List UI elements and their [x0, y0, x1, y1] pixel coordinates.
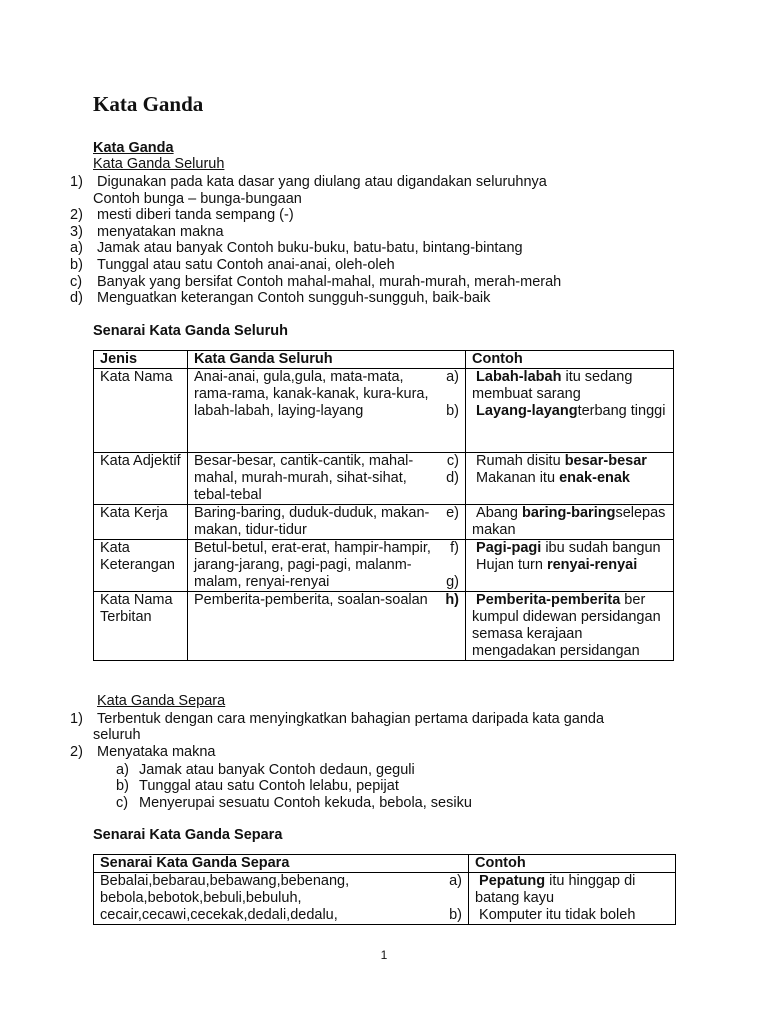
list-marker: a): [116, 762, 129, 778]
kata-cell: [188, 540, 466, 592]
contoh-cell: [466, 369, 674, 453]
list-item: Digunakan pada kata dasar yang diulang atau digandakan seluruhnya: [97, 174, 547, 190]
column-header: Contoh: [466, 351, 674, 369]
example-marker: e): [446, 505, 459, 521]
example-markers: [439, 369, 459, 420]
list-marker: 1): [70, 174, 83, 190]
kata-text: [100, 873, 442, 924]
example-bold: Pemberita-pemberita: [476, 592, 621, 608]
section-subheading: Kata Ganda Seluruh: [93, 156, 225, 172]
example-sentence: [472, 470, 667, 487]
example-bold: Layang-layang: [476, 403, 578, 419]
list-item: Jamak atau banyak Contoh dedaun, geguli: [139, 762, 415, 778]
list-item: Jamak atau banyak Contoh buku-buku, batu-batu, bintang-bintang: [97, 240, 523, 256]
section-heading: Kata Ganda: [93, 140, 174, 156]
page-number: 1: [380, 948, 388, 962]
example-marker: h): [445, 592, 459, 608]
list-marker: b): [116, 778, 129, 794]
example-bold: Pagi-pagi: [476, 540, 542, 556]
example-markers: [439, 453, 459, 504]
list-item: Contoh bunga – bunga-bungaan: [93, 191, 302, 207]
kata-line: Bebalai,bebarau,bebawang,bebenang,: [100, 873, 350, 889]
list-item: Banyak yang bersifat Contoh mahal-mahal, murah-murah, merah-merah: [97, 274, 562, 290]
contoh-cell: [469, 873, 676, 925]
list-item: seluruh: [93, 727, 141, 743]
list-item: Menguatkan keterangan Contoh sungguh-sungguh, baik-baik: [97, 290, 491, 306]
example-rest: ber kumpul didewan persidangan semasa kerajaan mengadakan persidangan: [472, 592, 661, 659]
list-marker: d): [70, 290, 83, 306]
jenis-cell: Kata Nama Terbitan: [94, 592, 188, 661]
example-sentence: [472, 403, 667, 420]
list-item: Menyerupai sesuatu Contoh kekuda, bebola, sesiku: [139, 795, 472, 811]
example-markers: [439, 505, 459, 539]
jenis-cell: Kata Nama: [94, 369, 188, 453]
example-rest: ibu sudah bangun: [541, 540, 661, 556]
kata-cell: [188, 592, 466, 661]
example-marker: [441, 557, 459, 574]
example-markers: [439, 592, 459, 609]
column-header: Jenis: [94, 351, 188, 369]
contoh-cell: [466, 540, 674, 592]
column-header: Senarai Kata Ganda Separa: [94, 855, 469, 873]
example-lead: Hujan turn: [476, 557, 547, 573]
kata-line: cecair,cecawi,cecekak,dedali,dedalu,: [100, 907, 338, 923]
kata-text: Baring-baring, duduk-duduk, makan-makan, tidur-tidur: [194, 505, 430, 538]
example-marker: a): [449, 873, 462, 889]
list-marker: 2): [70, 744, 83, 760]
example-rest: itu sedang membuat sarang: [472, 369, 633, 402]
contoh-cell: [466, 453, 674, 505]
list-marker: b): [70, 257, 83, 273]
kata-line: bebola,bebotok,bebuli,bebuluh,: [100, 890, 302, 906]
example-bold: enak-enak: [559, 470, 630, 486]
list-marker: c): [116, 795, 129, 811]
example-marker: f): [450, 540, 459, 556]
example-marker: [444, 890, 462, 907]
list-marker: c): [70, 274, 83, 290]
example-markers: [442, 873, 462, 924]
page-title: Kata Ganda: [93, 92, 204, 116]
example-marker: [441, 386, 459, 403]
list-marker: 3): [70, 224, 83, 240]
kata-text: Anai-anai, gula,gula, mata-mata, rama-rama, kanak-kanak, kura-kura, labah-labah, laying-layang: [194, 369, 429, 419]
example-sentence: [475, 907, 669, 924]
column-header: Kata Ganda Seluruh: [188, 351, 466, 369]
example-sentence: [472, 369, 667, 403]
list-item: Tunggal atau satu Contoh anai-anai, oleh-oleh: [97, 257, 395, 273]
kata-ganda-separa-table: [93, 854, 676, 925]
example-marker: d): [446, 470, 459, 486]
jenis-cell: Kata Adjektif: [94, 453, 188, 505]
jenis-cell: Kata Keterangan: [94, 540, 188, 592]
example-sentence: [472, 592, 667, 660]
list-marker: a): [70, 240, 83, 256]
example-bold: besar-besar: [564, 453, 647, 469]
example-bold: Pepatung: [479, 873, 546, 889]
example-marker: g): [446, 574, 459, 590]
column-header: Contoh: [469, 855, 676, 873]
table-caption: Senarai Kata Ganda Seluruh: [93, 323, 289, 339]
example-rest: itu hinggap di batang kayu: [475, 873, 636, 906]
example-marker: c): [446, 453, 459, 469]
example-sentence: [472, 453, 667, 470]
kata-text: Besar-besar, cantik-cantik, mahal-mahal, murah-murah, sihat-sihat, tebal-tebal: [194, 453, 414, 503]
list-marker: 2): [70, 207, 83, 223]
kata-cell: [188, 453, 466, 505]
example-sentence: [472, 505, 667, 539]
list-item: Terbentuk dengan cara menyingkatkan bahagian pertama daripada kata ganda: [97, 711, 605, 727]
contoh-cell: [466, 592, 674, 661]
list-marker: 1): [70, 711, 83, 727]
table-caption: Senarai Kata Ganda Separa: [93, 827, 283, 843]
section-subheading: Kata Ganda Separa: [97, 693, 226, 709]
table-header-row: [94, 351, 674, 369]
list-item: menyatakan makna: [97, 224, 224, 240]
example-sentence: [472, 540, 667, 557]
example-lead: Makanan itu: [476, 470, 560, 486]
list-item: Tunggal atau satu Contoh lelabu, pepijat: [139, 778, 399, 794]
example-rest: terbang tinggi: [577, 403, 666, 419]
table-row: [94, 453, 674, 505]
example-markers: [439, 540, 459, 591]
kata-ganda-seluruh-table: [93, 350, 674, 661]
kata-cell: [188, 369, 466, 453]
example-marker: b): [446, 403, 459, 419]
table-row: [94, 873, 676, 925]
example-marker: a): [446, 369, 459, 385]
kata-cell: [188, 505, 466, 540]
contoh-cell: [466, 505, 674, 540]
example-lead: Abang: [476, 505, 522, 521]
example-sentence: [472, 557, 667, 574]
example-bold: baring-baring: [522, 505, 616, 521]
list-item: mesti diberi tanda sempang (-): [97, 207, 294, 223]
table-row: [94, 592, 674, 661]
kata-text: Pemberita-pemberita, soalan-soalan: [194, 592, 428, 608]
table-row: [94, 505, 674, 540]
table-row: [94, 540, 674, 592]
table-header-row: [94, 855, 676, 873]
example-bold: Labah-labah: [476, 369, 562, 385]
example-sentence: [475, 873, 669, 907]
kata-cell: [94, 873, 469, 925]
example-marker: b): [449, 907, 462, 923]
example-lead: Komputer itu tidak boleh: [479, 907, 636, 923]
list-item: Menyataka makna: [97, 744, 216, 760]
example-lead: Rumah disitu: [476, 453, 565, 469]
example-bold: renyai-renyai: [546, 557, 638, 573]
kata-text: Betul-betul, erat-erat, hampir-hampir, jarang-jarang, pagi-pagi, malanm-malam, renyai-renyai: [194, 540, 431, 590]
example-rest: selepas makan: [472, 505, 666, 538]
table-row: [94, 369, 674, 453]
jenis-cell: Kata Kerja: [94, 505, 188, 540]
